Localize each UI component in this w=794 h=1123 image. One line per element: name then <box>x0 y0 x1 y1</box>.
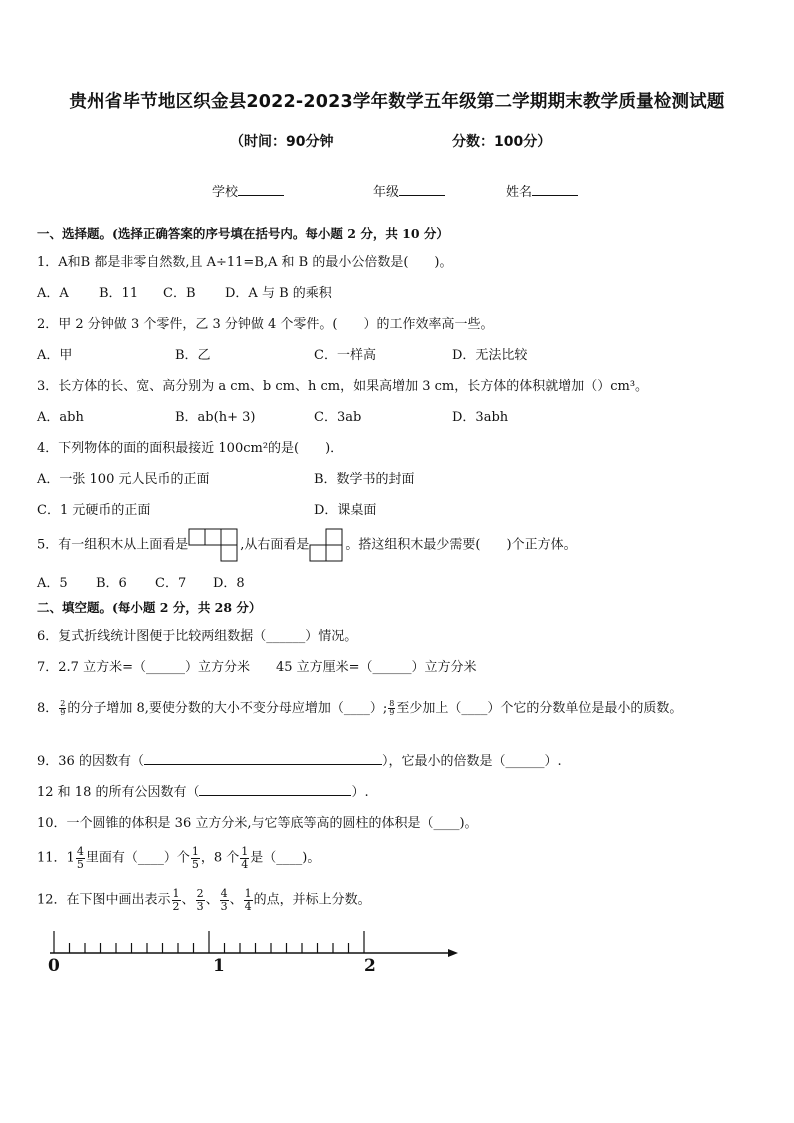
question-4-options-row1 <box>37 468 757 486</box>
section-2-heading: 二、填空题。(每小题 2 分，共 28 分） <box>37 600 262 615</box>
q9-answer-blank-2[interactable] <box>199 782 351 796</box>
right-view-figure <box>309 528 345 562</box>
question-3-options <box>37 406 757 424</box>
fraction-4-3: $\frac{4}{3}$ <box>220 887 228 913</box>
question-12: 12．在下图中画出表示 $\frac{1}{2}$ 、 $\frac{2}{3}$ 、 $\frac{4}{3}$ 、 $\frac{1}{4}$ 的点，并标上分数。 <box>37 887 371 913</box>
q4-option-a[interactable]: A．一张 100 元人民币的正面 <box>37 472 210 487</box>
number-line-label-2: 2 <box>364 956 376 976</box>
fraction-2-3: $\frac{2}{3}$ <box>196 887 204 913</box>
number-line-label-1: 1 <box>213 956 225 976</box>
fraction-2-9: $\frac{2}{9}$ <box>60 698 66 717</box>
fraction-1-5: $\frac{1}{5}$ <box>191 845 199 871</box>
question-5: 5．有一组积木从上面看是 ,从右面看是 。搭这组积木最少需要( )个正方体。 <box>37 528 577 562</box>
q3-option-a[interactable]: A．abh <box>37 410 84 425</box>
question-1-options <box>37 282 757 300</box>
fraction-1-4: $\frac{1}{4}$ <box>241 845 249 871</box>
q4-option-c[interactable]: C．1 元硬币的正面 <box>37 503 151 518</box>
name-field[interactable]: 姓名 <box>506 181 578 200</box>
q1-option-b[interactable]: B．11 <box>99 286 139 301</box>
q3-option-d[interactable]: D．3abh <box>452 410 509 425</box>
number-line-label-0: 0 <box>48 956 60 976</box>
q1-option-d[interactable]: D．A 与 B 的乘积 <box>225 286 332 301</box>
q5-option-a[interactable]: A．5 <box>37 576 68 591</box>
time-label: （时间：90分钟 <box>230 134 334 150</box>
q3-option-c[interactable]: C．3ab <box>314 410 362 425</box>
q2-option-a[interactable]: A．甲 <box>37 348 73 363</box>
q1-option-a[interactable]: A．A <box>37 286 69 301</box>
q5-option-d[interactable]: D．8 <box>213 576 245 591</box>
grade-field[interactable]: 年级 <box>373 181 445 200</box>
q3-option-b[interactable]: B．ab(h+ 3) <box>175 410 256 425</box>
q4-option-b[interactable]: B．数学书的封面 <box>314 472 415 487</box>
question-9-part1: 9．36 的因数有（ ），它最小的倍数是（______）. <box>37 750 562 769</box>
question-5-options <box>37 572 757 590</box>
q5-option-c[interactable]: C．7 <box>155 576 187 591</box>
q2-option-c[interactable]: C．一样高 <box>314 348 376 363</box>
question-9-part2: 12 和 18 的所有公因数有（ ）. <box>37 781 369 800</box>
fraction-1-2: $\frac{1}{2}$ <box>172 887 180 913</box>
fraction-1-4b: $\frac{1}{4}$ <box>244 887 252 913</box>
question-4-options-row2 <box>37 499 757 517</box>
number-line[interactable] <box>40 925 470 965</box>
q2-option-b[interactable]: B．乙 <box>175 348 211 363</box>
question-1: 1．A和B 都是非零自然数,且 A÷11=B,A 和 B 的最小公倍数是( )。 <box>37 255 453 270</box>
question-2-options <box>37 344 757 362</box>
question-8: 8． $\frac{2}{9}$ 的分子增加 8,要使分数的大小不变分母应增加（____）; $\frac{8}{9}$ 至少加上（____）个它的分数单位是最小的质数。 <box>37 698 683 717</box>
fraction-8-9: $\frac{8}{9}$ <box>389 698 395 717</box>
q5-option-b[interactable]: B．6 <box>96 576 127 591</box>
q4-option-d[interactable]: D．课桌面 <box>314 503 377 518</box>
question-10: 10．一个圆锥的体积是 36 立方分米,与它等底等高的圆柱的体积是（____)。 <box>37 816 478 831</box>
section-1-heading: 一、选择题。(选择正确答案的序号填在括号内。每小题 2 分，共 10 分） <box>37 226 449 241</box>
score-label: 分数：100分） <box>452 134 552 150</box>
exam-title: 贵州省毕节地区织金县2022-2023学年数学五年级第二学期期末教学质量检测试题 <box>69 92 725 112</box>
number-line-ticks <box>54 931 364 953</box>
question-6: 6．复式折线统计图便于比较两组数据（______）情况。 <box>37 629 358 644</box>
question-2: 2．甲 2 分钟做 3 个零件，乙 3 分钟做 4 个零件。( ）的工作效率高一些。 <box>37 317 494 332</box>
fraction-4-5: $\frac{4}{5}$ <box>76 845 84 871</box>
exam-meta <box>0 131 794 151</box>
q2-option-d[interactable]: D．无法比较 <box>452 348 528 363</box>
top-view-figure <box>188 528 240 562</box>
q9-answer-blank-1[interactable] <box>144 751 382 765</box>
question-7: 7．2.7 立方米=（______）立方分米 45 立方厘米=（______）立方分米 <box>37 660 477 675</box>
student-info <box>0 181 794 199</box>
question-11: 11．1 $\frac{4}{5}$ 里面有（____）个 $\frac{1}{5}$ ，8 个 $\frac{1}{4}$ 是（____)。 <box>37 845 321 871</box>
arrow-right-icon <box>448 949 458 957</box>
question-3: 3．长方体的长、宽、高分别为 a cm、b cm、h cm，如果高增加 3 cm，长方体的体积就增加（）cm³。 <box>37 379 649 394</box>
question-4: 4．下列物体的面的面积最接近 100cm²的是( )． <box>37 441 344 456</box>
school-field[interactable]: 学校 <box>212 181 284 200</box>
q1-option-c[interactable]: C．B <box>163 286 196 301</box>
